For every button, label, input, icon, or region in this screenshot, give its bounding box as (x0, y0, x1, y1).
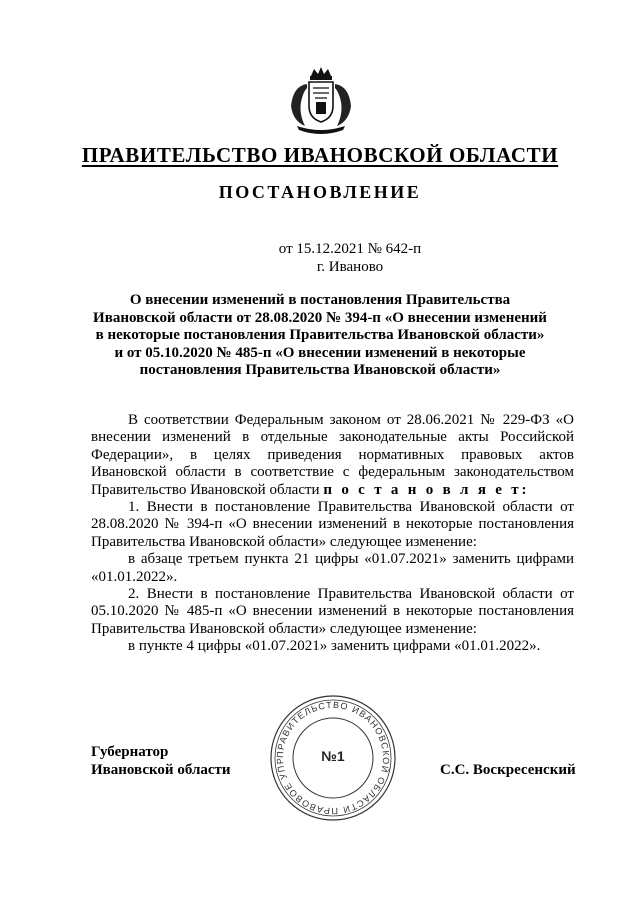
item-2-change: в пункте 4 цифры «01.07.2021» заменить цифрами «01.01.2022». (128, 638, 541, 655)
resolves-text: п о с т а н о в л я е т: (323, 481, 530, 498)
signatory-name: С.С. Воскресенский (440, 762, 576, 778)
subject-line: О внесении изменений в постановления Правительства (129, 292, 511, 308)
document-subject (90, 292, 550, 380)
document-body (91, 412, 574, 656)
document-meta (0, 240, 640, 276)
official-stamp (268, 693, 398, 823)
signatory-title-line: Ивановской области (91, 762, 231, 778)
stamp-ring-text: ПРАВИТЕЛЬСТВО ИВАНОВСКОЙ ОБЛАСТИ ПРАВОВОЕ УПР (274, 699, 392, 817)
item-1-change: в абзаце третьем пункта 21 цифры «01.07.2021» заменить цифрами «01.01.2022». (91, 551, 574, 585)
preamble-text: В соответствии Федеральным законом от 28.06.2021 № 229-ФЗ «О внесении изменений в отдельные законодательные акты Российской Федерации», в целях приведения нормативных правовых актов Ивановской области в соответствие с федеральным законодательством Правительство Ивановской области (91, 412, 574, 498)
item-2: 2. Внести в постановление Правительства Ивановской области от 05.10.2020 № 485-п «О внесении изменений в некоторые постановления Правительства Ивановской области» следующее изменение: (91, 586, 574, 637)
preamble-paragraph (91, 412, 574, 499)
subject-line: в некоторые постановления Правительства Ивановской области» (95, 327, 545, 343)
signatory-title-line: Губернатор (91, 744, 169, 760)
date-number: от 15.12.2021 № 642-п (278, 241, 422, 257)
subject-line: Ивановской области от 28.08.2020 № 394-п «О внесении изменений (93, 309, 547, 326)
city: г. Иваново (316, 259, 384, 275)
subject-line: и от 05.10.2020 № 485-п «О внесении изменений в некоторые (114, 344, 526, 361)
stamp-number: №1 (321, 748, 345, 764)
subject-line: постановления Правительства Ивановской области» (139, 362, 501, 378)
coat-of-arms-icon (285, 66, 357, 134)
government-title: ПРАВИТЕЛЬСТВО ИВАНОВСКОЙ ОБЛАСТИ (81, 143, 559, 167)
signatory-title (91, 743, 231, 779)
item-1: 1. Внести в постановление Правительства Ивановской области от 28.08.2020 № 394-п «О внесении изменений в некоторые постановления Правительства Ивановской области» следующее изменение: (91, 499, 574, 550)
document-type: ПОСТАНОВЛЕНИЕ (218, 182, 422, 202)
